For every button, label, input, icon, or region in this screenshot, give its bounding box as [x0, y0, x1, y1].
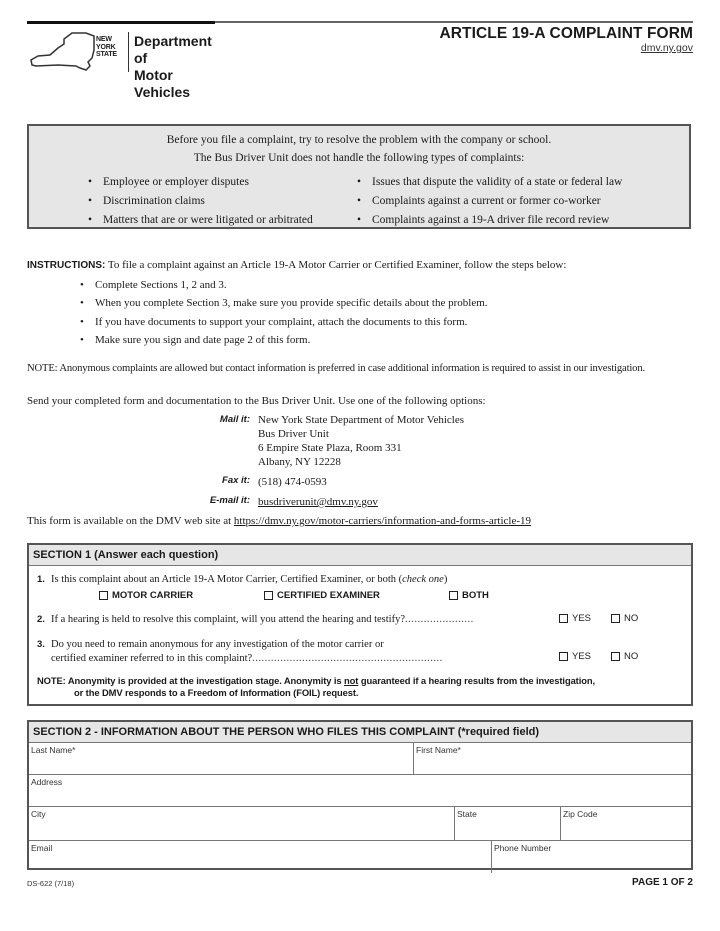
- list-item: [357, 173, 622, 192]
- address-line: 6 Empire State Plaza, Room 331: [258, 442, 402, 454]
- dmv-logo: [28, 30, 218, 100]
- logo-line: YORK: [96, 43, 116, 51]
- section-2: [27, 720, 693, 870]
- mail-address: [258, 413, 464, 469]
- email-option: [180, 495, 464, 509]
- list-item: [80, 276, 488, 294]
- name-row: [29, 743, 691, 775]
- checkbox-label: NO: [624, 651, 639, 662]
- new-york-state-map-icon: [28, 30, 98, 74]
- phone-number-field: [492, 841, 691, 873]
- checkbox-icon[interactable]: [99, 591, 108, 600]
- form-code: DS-622 (7/18): [27, 879, 75, 888]
- instructions-label: INSTRUCTIONS:: [27, 260, 106, 271]
- q2-yes-checkbox[interactable]: [559, 613, 611, 624]
- header-rule-thin: [215, 21, 693, 23]
- q3-yes-checkbox[interactable]: [559, 651, 611, 662]
- both-checkbox[interactable]: [449, 590, 489, 601]
- email-field: [29, 841, 492, 873]
- motor-carrier-checkbox[interactable]: [99, 590, 264, 601]
- leader-dots: .............................................................: [252, 653, 443, 664]
- checkbox-label: NO: [624, 613, 639, 624]
- zip-code-field: [561, 807, 691, 840]
- email-input[interactable]: [31, 853, 489, 869]
- bullet-icon: •: [357, 195, 362, 207]
- question-3-options: [559, 651, 663, 662]
- q2-no-checkbox[interactable]: [611, 613, 663, 624]
- checkbox-label: CERTIFIED EXAMINER: [277, 590, 380, 601]
- anonymous-note: NOTE: Anonymous complaints are allowed but contact information is preferred in case additional information is required to assist in our investigation.: [27, 363, 645, 374]
- question-number: 3.: [37, 639, 45, 650]
- question-number: 2.: [37, 614, 45, 625]
- availability-label: This form is available on the DMV web site at: [27, 515, 234, 527]
- bullet-icon: •: [88, 176, 93, 188]
- last-name-input[interactable]: [31, 755, 411, 771]
- list-item-text: Matters that are or were litigated or arbitrated: [103, 214, 313, 226]
- field-label: Last Name*: [31, 745, 76, 755]
- contact-row: [29, 841, 691, 873]
- checkbox-label: YES: [572, 613, 592, 624]
- checkbox-icon[interactable]: [611, 614, 620, 623]
- department-line: Motor Vehicles: [134, 67, 191, 100]
- bullet-icon: •: [88, 214, 93, 226]
- page-number: PAGE 1 OF 2: [632, 877, 693, 888]
- list-item-text: Discrimination claims: [103, 195, 205, 207]
- field-label: City: [31, 809, 46, 819]
- bullet-icon: •: [80, 333, 84, 346]
- section-1: [27, 543, 693, 706]
- department-name: [134, 33, 218, 101]
- certified-examiner-checkbox[interactable]: [264, 590, 449, 601]
- notice-line: Before you file a complaint, try to resolve the problem with the company or school.: [166, 134, 552, 146]
- fax-number: (518) 474-0593: [258, 476, 327, 488]
- question-2-options: [559, 613, 663, 624]
- question-text-close: ): [443, 574, 448, 585]
- list-item-text: When you complete Section 3, make sure you provide specific details about the problem.: [95, 297, 488, 310]
- notice-line: The Bus Driver Unit does not handle the following types of complaints:: [193, 152, 525, 164]
- bullet-icon: •: [357, 176, 362, 188]
- note-text: NOTE: Anonymity is provided at the investigation stage. Anonymity is: [37, 675, 345, 686]
- bullet-icon: •: [80, 315, 84, 328]
- list-item-text: If you have documents to support your complaint, attach the documents to this form.: [95, 315, 468, 328]
- anonymity-note: [37, 675, 595, 699]
- logo-divider: [128, 32, 129, 72]
- form-url-link[interactable]: https://dmv.ny.gov/motor-carriers/information-and-forms-article-19: [233, 515, 532, 527]
- field-label: State: [457, 809, 477, 819]
- excluded-complaints-left: [88, 173, 346, 230]
- list-item: [357, 192, 622, 211]
- question-hint: check one: [402, 574, 444, 585]
- checkbox-label: YES: [572, 651, 592, 662]
- address-line: New York State Department of Motor Vehicles: [258, 414, 465, 426]
- last-name-field: [29, 743, 414, 774]
- field-label: First Name*: [416, 745, 461, 755]
- checkbox-icon[interactable]: [449, 591, 458, 600]
- header-rule-thick: [27, 21, 215, 24]
- list-item: [88, 192, 346, 211]
- logo-line: NEW: [96, 36, 112, 43]
- field-label: Email: [31, 843, 53, 853]
- fax-option: [180, 475, 464, 489]
- note-text: or the DMV responds to a Freedom of Information (FOIL) request.: [74, 687, 359, 698]
- checkbox-icon[interactable]: [611, 652, 620, 661]
- section-1-title: SECTION 1 (Answer each question): [29, 545, 691, 566]
- availability-text: [27, 515, 531, 527]
- address-input[interactable]: [31, 787, 689, 803]
- question-text: Is this complaint about an Article 19-A Motor Carrier, Certified Examiner, or both (: [51, 574, 403, 585]
- list-item: [357, 211, 622, 230]
- email-label: E-mail it:: [209, 495, 250, 506]
- address-row: [29, 775, 691, 807]
- question-text: certified examiner referred to in this complaint?: [51, 653, 253, 664]
- phone-number-input[interactable]: [494, 853, 689, 869]
- list-item-text: Employee or employer disputes: [103, 176, 249, 188]
- list-item-text: Complete Sections 1, 2 and 3.: [95, 279, 227, 291]
- list-item: [88, 211, 346, 230]
- state-field: [455, 807, 561, 840]
- department-line: Department of: [134, 33, 212, 66]
- zip-code-input[interactable]: [563, 819, 689, 835]
- leader-dots: ......................: [405, 614, 474, 625]
- instruction-steps: [80, 276, 488, 349]
- address-field: [29, 775, 691, 806]
- checkbox-label: BOTH: [462, 590, 489, 601]
- question-3: [37, 638, 443, 666]
- note-emphasis: not: [344, 675, 359, 686]
- note-text: guaranteed if a hearing results from the investigation,: [358, 675, 595, 686]
- question-number: 1.: [37, 574, 45, 585]
- send-instructions: Send your completed form and documentation to the Bus Driver Unit. Use one of the following options:: [27, 395, 486, 407]
- list-item-text: Make sure you sign and date page 2 of this form.: [95, 333, 311, 346]
- mail-label: Mail it:: [219, 414, 250, 425]
- list-item-text: Complaints against a current or former co-worker: [372, 195, 601, 207]
- fax-label: Fax it:: [222, 475, 250, 486]
- list-item-text: Complaints against a 19-A driver file record review: [372, 214, 610, 226]
- address-line: Bus Driver Unit: [258, 428, 329, 440]
- notice-box: [27, 124, 691, 229]
- instructions: [27, 258, 566, 273]
- city-row: [29, 807, 691, 841]
- list-item: [88, 173, 346, 192]
- first-name-input[interactable]: [416, 755, 689, 771]
- form-title: ARTICLE 19-A COMPLAINT FORM: [439, 25, 693, 42]
- checkbox-icon[interactable]: [559, 652, 568, 661]
- dmv-site-link[interactable]: dmv.ny.gov: [640, 42, 693, 54]
- list-item: [80, 331, 488, 349]
- checkbox-icon[interactable]: [264, 591, 273, 600]
- state-input[interactable]: [457, 819, 558, 835]
- bullet-icon: •: [80, 297, 84, 310]
- q3-no-checkbox[interactable]: [611, 651, 663, 662]
- checkbox-label: MOTOR CARRIER: [112, 590, 194, 601]
- new-york-state-wordmark: [96, 36, 117, 59]
- logo-line: STATE: [96, 51, 117, 58]
- question-text: Do you need to remain anonymous for any investigation of the motor carrier or: [51, 639, 384, 650]
- question-1: [37, 574, 447, 585]
- bullet-icon: •: [80, 279, 84, 291]
- first-name-field: [414, 743, 691, 774]
- question-1-options: [99, 590, 489, 601]
- bullet-icon: •: [357, 214, 362, 226]
- contact-options: [180, 413, 464, 509]
- city-field: [29, 807, 455, 840]
- question-text: If a hearing is held to resolve this complaint, will you attend the hearing and testify?: [51, 614, 405, 625]
- field-label: Phone Number: [494, 843, 552, 853]
- list-item: [80, 294, 488, 312]
- checkbox-icon[interactable]: [559, 614, 568, 623]
- mail-option: [180, 413, 464, 469]
- question-2: [37, 614, 474, 625]
- instructions-text: To file a complaint against an Article 19-A Motor Carrier or Certified Examiner, follow the steps below:: [105, 259, 567, 271]
- excluded-complaints-right: [357, 173, 622, 230]
- email-link[interactable]: busdriverunit@dmv.ny.gov: [258, 496, 378, 508]
- bullet-icon: •: [88, 195, 93, 207]
- list-item-text: Issues that dispute the validity of a state or federal law: [372, 176, 623, 188]
- field-label: Zip Code: [563, 809, 598, 819]
- field-label: Address: [31, 777, 63, 787]
- city-input[interactable]: [31, 819, 452, 835]
- section-2-title: SECTION 2 - INFORMATION ABOUT THE PERSON WHO FILES THIS COMPLAINT (*required field): [29, 722, 691, 743]
- address-line: Albany, NY 12228: [258, 456, 341, 468]
- list-item: [80, 313, 488, 331]
